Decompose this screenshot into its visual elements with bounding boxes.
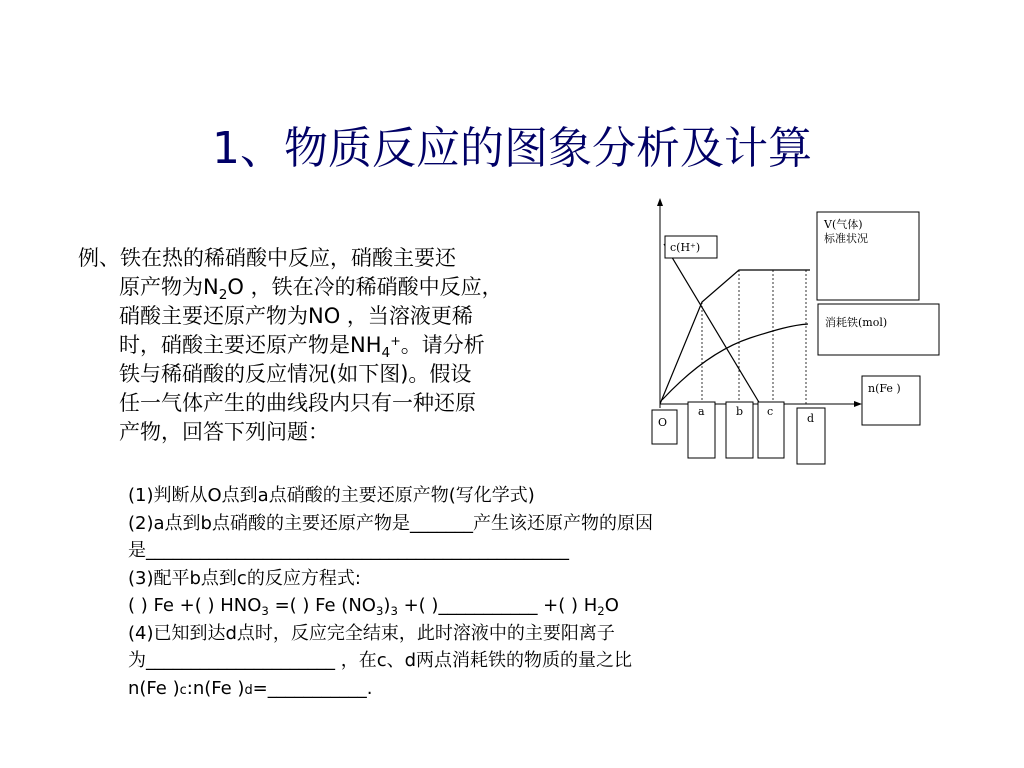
question-4-ratio: n(Fe )c:n(Fe )d=___________.: [128, 677, 373, 699]
label-box-fe: [818, 304, 939, 355]
label-v-line2: 标准状况: [824, 232, 868, 245]
question-4-cont: 为_____________________ ，在c、d两点消耗铁的物质的量之比: [128, 650, 633, 671]
intro-line: 铁与稀硝酸的反应情况(如下图)。假设: [119, 362, 472, 386]
point-a: a: [698, 405, 705, 418]
intro-line: 任一气体产生的曲线段内只有一种还原: [119, 391, 476, 415]
label-x-axis: n(Fe ): [868, 382, 901, 395]
reaction-graph: [640, 190, 950, 480]
intro-line: 原产物为$N_2O$ ，铁在冷的稀硝酸中反应，: [119, 275, 503, 303]
questions: [128, 482, 1008, 704]
point-c: c: [767, 405, 774, 418]
intro-line: 产物，回答下列问题：: [119, 420, 329, 444]
label-v-line1: V(气体): [824, 218, 863, 231]
question-2-cont: 是_______________________________________________: [128, 540, 569, 561]
h-ion-curve: [664, 244, 760, 404]
equation: ( ) Fe +( ) $HNO_3$ =( ) Fe $(NO_3)_3$ +( )___________ +( ) $H_2O$: [128, 595, 619, 619]
intro-line: 时，硝酸主要还原产物是$NH_4^+$。请分析: [119, 333, 485, 361]
y-axis-arrow: [657, 198, 663, 206]
problem-intro: [78, 244, 638, 447]
slide-title: 1、物质反应的图象分析及计算: [212, 123, 812, 174]
gas-volume-curve: [660, 270, 810, 404]
question-4: (4)已知到达d点时，反应完全结束，此时溶液中的主要阳离子: [128, 622, 615, 644]
intro-line: 硝酸主要还原产物为NO ，当溶液更稀: [119, 304, 473, 328]
point-b: b: [736, 405, 744, 418]
x-axis-arrow: [854, 401, 862, 407]
question-1: (1)判断从O点到a点硝酸的主要还原产物(写化学式): [128, 485, 535, 506]
point-o: O: [658, 416, 668, 429]
label-fe-consumed: 消耗铁(mol): [825, 316, 888, 329]
question-3: (3)配平b点到c的反应方程式:: [128, 567, 361, 589]
point-d: d: [807, 412, 815, 425]
question-2: (2)a点到b点硝酸的主要还原产物是_______产生该还原产物的原因: [128, 512, 653, 534]
label-h: c(H⁺): [670, 241, 701, 254]
intro-line: 例、铁在热的稀硝酸中反应，硝酸主要还: [78, 246, 456, 270]
